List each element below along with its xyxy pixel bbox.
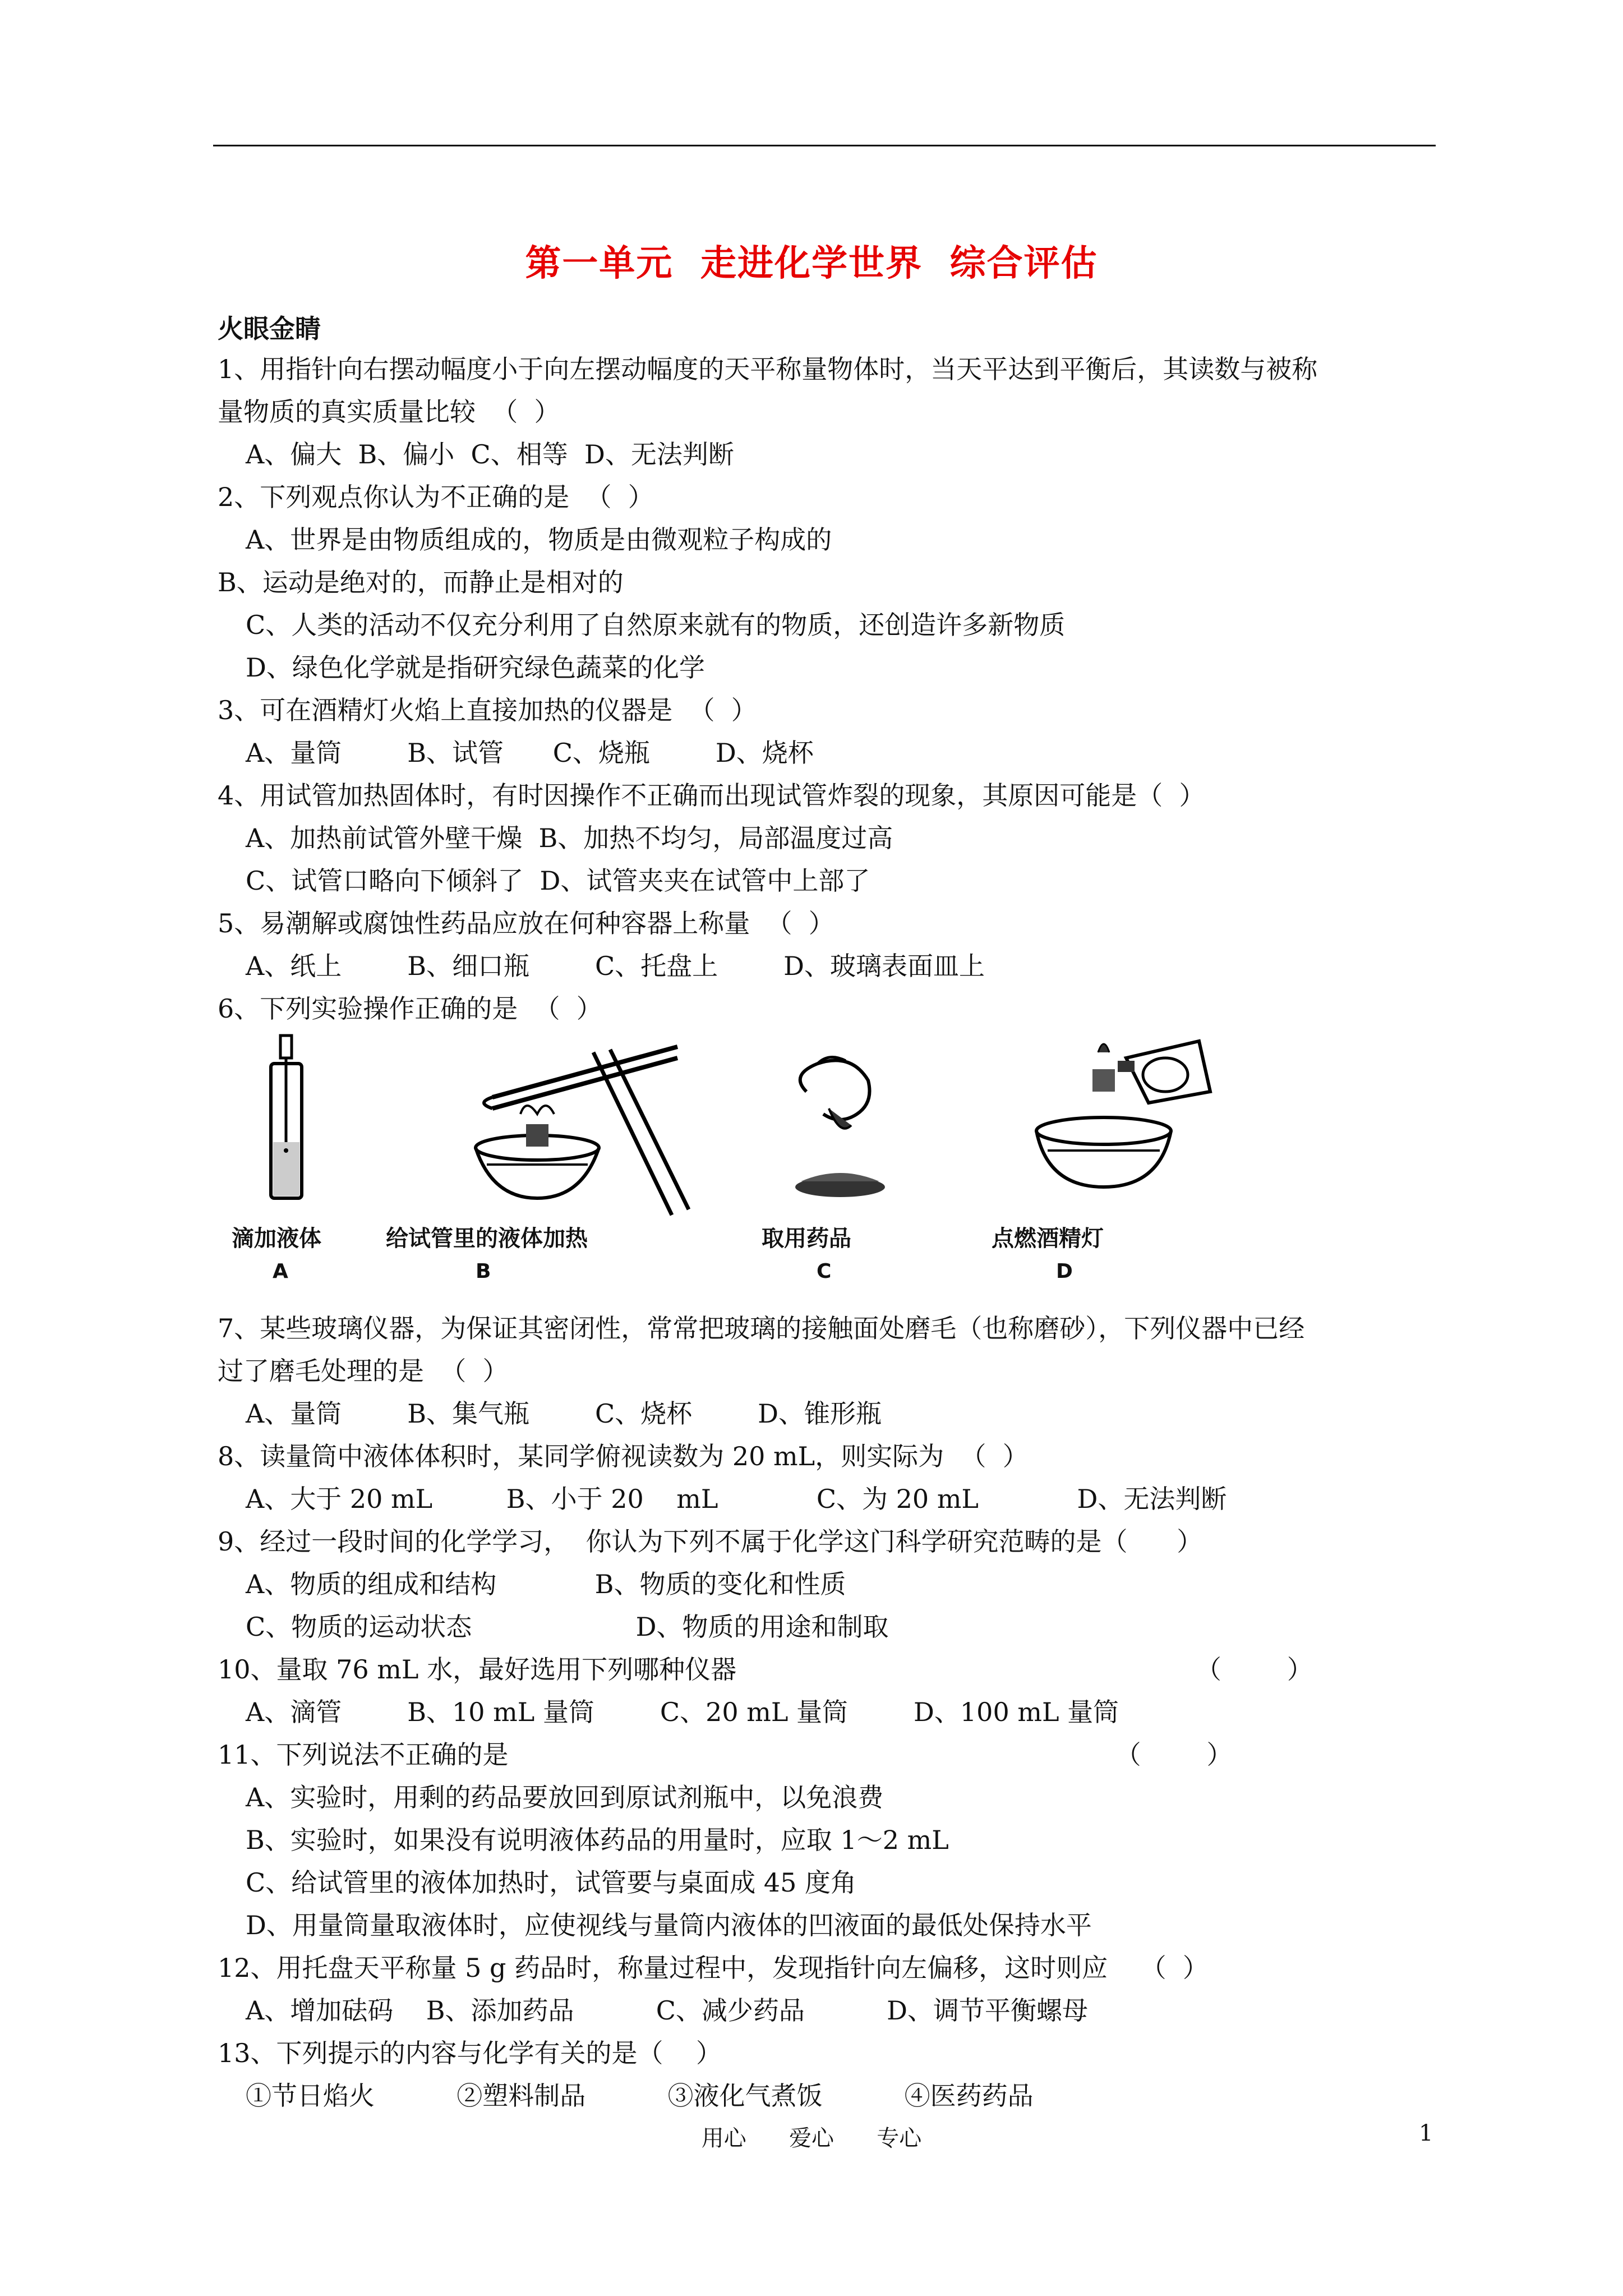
text-line: 量物质的真实质量比较 （ ） — [218, 397, 560, 427]
text-line: 1、用指针向右摆动幅度小于向左摆动幅度的天平称量物体时，当天平达到平衡后，其读数与被称 — [218, 354, 1318, 384]
text-line: 过了磨毛处理的是 （ ） — [218, 1356, 509, 1386]
text-line: A、增加砝码 B、添加药品 C、减少药品 D、调节平衡螺母 — [246, 1995, 1089, 2026]
text-line: ①节日焰火 ②塑料制品 ③液化气煮饭 ④医药药品 — [246, 2081, 1034, 2111]
text-line: C、试管口略向下倾斜了 D、试管夹夹在试管中上部了 — [246, 866, 870, 896]
question-content — [218, 348, 1440, 2117]
text-line: D、用量筒量取液体时，应使视线与量筒内液体的凹液面的最低处保持水平 — [246, 1910, 1092, 1940]
text-line: A、实验时，用剩的药品要放回到原试剂瓶中，以免浪费 — [246, 1782, 884, 1812]
text-line: 5、易潮解或腐蚀性药品应放在何种容器上称量 （ ） — [218, 908, 834, 938]
figure-label-b: 给试管里的液体加热 — [386, 1226, 588, 1251]
text-line: 6、下列实验操作正确的是 （ ） — [218, 993, 602, 1024]
section-title: 火眼金睛 — [218, 314, 321, 344]
text-line: B、实验时，如果没有说明液体药品的用量时，应取 1～2 mL — [246, 1825, 949, 1855]
tube-heating-illustration — [408, 1030, 722, 1221]
text-line: A、世界是由物质组成的，物质是由微观粒子构成的 — [246, 524, 832, 555]
dropper-tube-illustration — [218, 1030, 363, 1215]
text-line: B、运动是绝对的，而静止是相对的 — [218, 567, 624, 597]
figure-experiment-operations — [218, 1030, 1440, 1307]
text-line: 13、下列提示的内容与化学有关的是（ ） — [218, 2038, 722, 2068]
lamp-lighting-illustration — [986, 1030, 1221, 1215]
text-line: 7、某些玻璃仪器，为保证其密闭性，常常把玻璃的接触面处磨毛（也称磨砂），下列仪器中已经 — [218, 1313, 1305, 1343]
questions-part-1 — [218, 348, 1440, 1030]
text-line: A、物质的组成和结构 B、物质的变化和性质 — [246, 1569, 846, 1599]
text-line: A、量筒 B、集气瓶 C、烧杯 D、锥形瓶 — [246, 1398, 882, 1429]
page-number: 1 — [1419, 2120, 1433, 2146]
hand-reagent-illustration — [756, 1030, 902, 1215]
page-title: 第一单元 走进化学世界 综合评估 — [525, 242, 1098, 284]
text-line: C、物质的运动状态 D、物质的用途和制取 — [246, 1612, 889, 1642]
figure-letter-b: B — [476, 1260, 491, 1283]
text-line: 12、用托盘天平称量 5 g 药品时，称量过程中，发现指针向左偏移，这时则应 （ ） — [218, 1953, 1209, 1983]
text-line: 3、可在酒精灯火焰上直接加热的仪器是 （ ） — [218, 695, 757, 725]
text-line: A、加热前试管外壁干燥 B、加热不均匀，局部温度过高 — [246, 823, 893, 853]
text-line: 10、量取 76 mL 水，最好选用下列哪种仪器 （ ） — [218, 1654, 1313, 1685]
text-line: A、大于 20 mL B、小于 20 mL C、为 20 mL D、无法判断 — [246, 1484, 1227, 1514]
text-line: A、纸上 B、细口瓶 C、托盘上 D、玻璃表面皿上 — [246, 951, 985, 981]
text-line: D、绿色化学就是指研究绿色蔬菜的化学 — [246, 652, 705, 683]
text-line: 2、下列观点你认为不正确的是 （ ） — [218, 482, 654, 512]
figure-letter-a: A — [273, 1260, 288, 1283]
text-line: C、人类的活动不仅充分利用了自然原来就有的物质，还创造许多新物质 — [246, 610, 1066, 640]
footer-slogan: 用心 爱心 专心 — [701, 2125, 922, 2151]
text-line: 8、读量筒中液体体积时，某同学俯视读数为 20 mL，则实际为 （ ） — [218, 1441, 1029, 1471]
figure-label-a: 滴加液体 — [232, 1226, 321, 1251]
text-line: 4、用试管加热固体时，有时因操作不正确而出现试管炸裂的现象，其原因可能是（ ） — [218, 780, 1205, 811]
figure-letter-c: C — [817, 1260, 832, 1283]
text-line: C、给试管里的液体加热时，试管要与桌面成 45 度角 — [246, 1867, 856, 1898]
text-line: 9、经过一段时间的化学学习， 你认为下列不属于化学这门科学研究范畴的是（ ） — [218, 1526, 1203, 1557]
figure-label-d: 点燃酒精灯 — [992, 1226, 1104, 1251]
text-line: A、量筒 B、试管 C、烧瓶 D、烧杯 — [246, 738, 814, 768]
header-rule — [213, 145, 1436, 146]
text-line: 11、下列说法不正确的是 （ ） — [218, 1740, 1233, 1770]
questions-part-2 — [218, 1307, 1440, 2117]
text-line: A、偏大 B、偏小 C、相等 D、无法判断 — [246, 439, 734, 470]
figure-label-c: 取用药品 — [762, 1226, 851, 1251]
figure-letter-d: D — [1056, 1260, 1073, 1283]
text-line: A、滴管 B、10 mL 量筒 C、20 mL 量筒 D、100 mL 量筒 — [246, 1697, 1119, 1727]
